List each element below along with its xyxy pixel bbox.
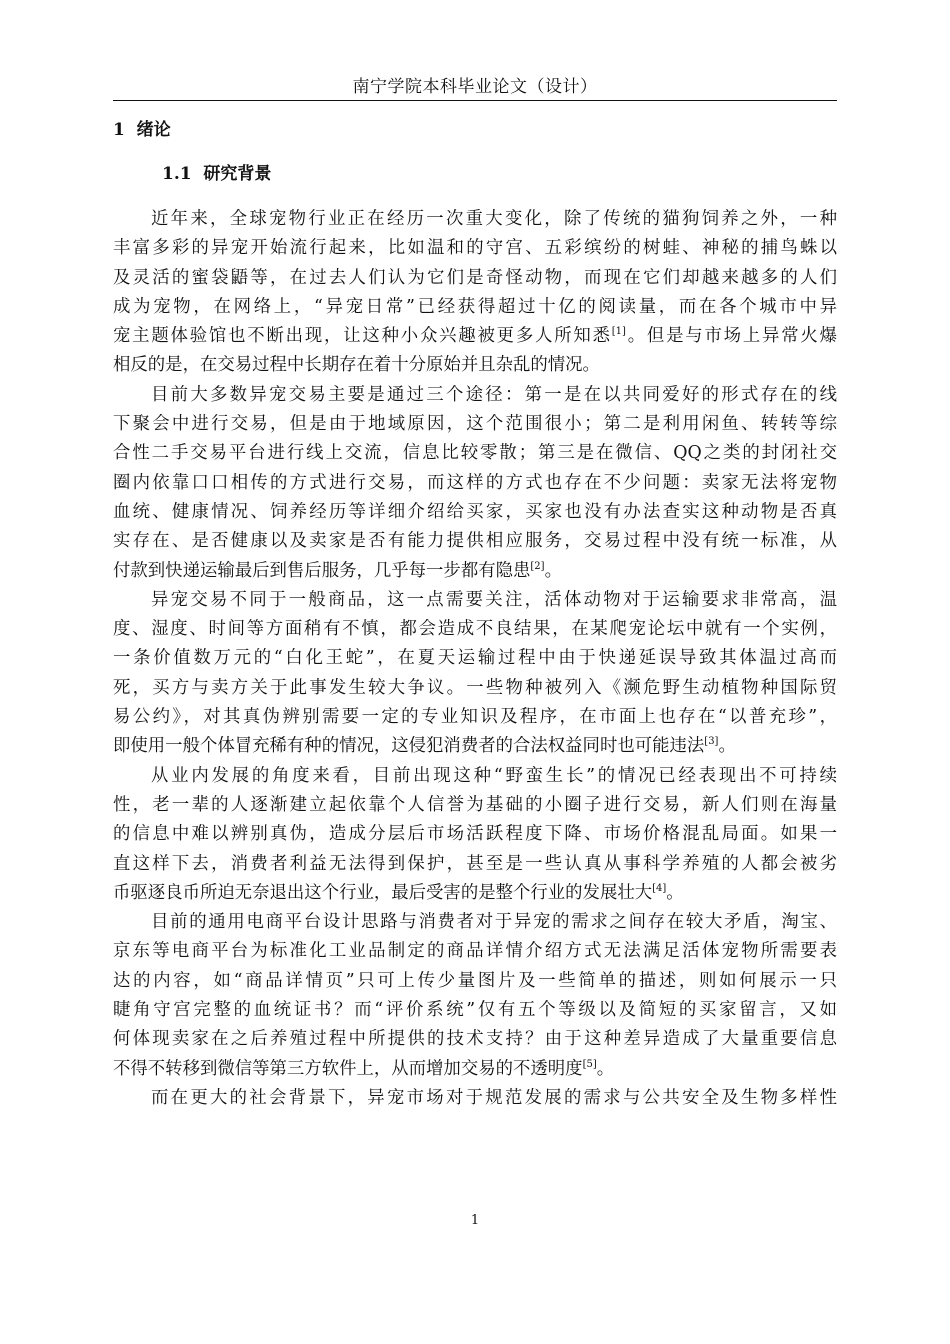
- paragraph-line: 死，买方与卖方关于此事发生较大争议。一些物种被列入《濒危野生动植物种国际贸: [113, 677, 837, 698]
- paragraph-text: 。: [666, 882, 684, 903]
- paragraph-line: 异宠交易不同于一般商品，这一点需要关注，活体动物对于运输要求非常高，温: [151, 589, 837, 610]
- paragraph-line: 相反的是，在交易过程中长期存在着十分原始并且杂乱的情况。: [113, 355, 600, 376]
- paragraph-line: 及灵活的蜜袋鼯等，在过去人们认为它们是奇怪动物，而现在它们却越来越多的人们: [113, 267, 837, 288]
- paragraph-line: 易公约》，对其真伪辨别需要一定的专业知识及程序，在市面上也存在“以普充珍”，: [113, 707, 837, 728]
- paragraph-line: [113, 557, 837, 586]
- paragraph-line: 血统、健康情况、饲养经历等详细介绍给买家，买家也没有办法查实这种动物是否真: [113, 501, 837, 522]
- paragraph-line: 目前的通用电商平台设计思路与消费者对于异宠的需求之间存在较大矛盾，淘宝、: [151, 912, 837, 933]
- paragraph-4: [113, 762, 837, 908]
- paragraph-line: 的信息中难以辨别真伪，造成分层后市场活跃程度下降、市场价格混乱局面。如果一: [113, 824, 837, 845]
- paragraph-text: 。: [596, 1058, 615, 1079]
- paragraph-5: [113, 908, 837, 1084]
- paragraph-line: 下聚会中进行交易，但是由于地域原因，这个范围很小；第二是利用闲鱼、转转等综: [113, 414, 837, 435]
- paragraph-text: 付款到快递运输最后到售后服务，几乎每一步都有隐患: [113, 560, 531, 581]
- paragraph-3: [113, 586, 837, 762]
- paragraph-line: 合性二手交易平台进行线上交流，信息比较零散；第三是在微信、QQ之类的封闭社交: [113, 443, 837, 464]
- paragraph-1: [113, 205, 837, 381]
- paragraph-line: 丰富多彩的异宠开始流行起来，比如温和的守宫、五彩缤纷的树蛙、神秘的捕鸟蛛以: [113, 238, 837, 259]
- paragraph-line: [113, 879, 837, 908]
- section-heading: 1.1 研究背景: [162, 164, 272, 184]
- paragraph-line: 何体现卖家在之后养殖过程中所提供的技术支持？由于这种差异造成了大量重要信息: [113, 1029, 837, 1050]
- paragraph-line: [113, 322, 837, 351]
- paragraph-line: 从业内发展的角度来看，目前出现这种“野蛮生长”的情况已经表现出不可持续: [151, 765, 837, 786]
- paragraph-line: 京东等电商平台为标准化工业品制定的商品详情介绍方式无法满足活体宠物所需要表: [113, 941, 837, 962]
- page-number: 1: [470, 1213, 480, 1228]
- paragraph-6: [113, 1084, 837, 1113]
- paragraph-line: 一条价值数万元的“白化王蛇”，在夏天运输过程中由于快递延误导致其体温过高而: [113, 648, 837, 669]
- paragraph-text: 宠主题体验馆也不断出现，让这种小众兴趣被更多人所知悉: [113, 326, 612, 347]
- paragraph-line: 性，老一辈的人逐渐建立起依靠个人信誉为基础的小圈子进行交易，新人们则在海量: [113, 794, 837, 815]
- paragraph-text: 不得不转移到微信等第三方软件上，从而增加交易的不透明度: [113, 1058, 583, 1079]
- paragraph-text: 即使用一般个体冒充稀有种的情况，这侵犯消费者的合法权益同时也可能违法: [113, 736, 705, 757]
- citation-marker: [2]: [530, 560, 545, 572]
- paragraph-line: 达的内容，如“商品详情页”只可上传少量图片及一些简单的描述，则如何展示一只: [113, 970, 837, 991]
- header-rule: [113, 100, 837, 101]
- chapter-heading: 1 绪论: [113, 120, 171, 140]
- page-header-title: 南宁学院本科毕业论文（设计）: [352, 77, 598, 97]
- paragraph-line: 圈内依靠口口相传的方式进行交易，而这样的方式也存在不少问题：卖家无法将宠物: [113, 472, 837, 493]
- paragraph-2: [113, 381, 837, 586]
- paragraph-line: 实存在、是否健康以及卖家是否有能力提供相应服务，交易过程中没有统一标准，从: [113, 531, 837, 552]
- paragraph-line: 而在更大的社会背景下，异宠市场对于规范发展的需求与公共安全及生物多样性: [151, 1087, 837, 1108]
- paragraph-line: 成为宠物，在网络上，“异宠日常”已经获得超过十亿的阅读量，而在各个城市中异: [113, 296, 837, 317]
- paragraph-line: 直这样下去，消费者利益无法得到保护，甚至是一些认真从事科学养殖的人都会被劣: [113, 853, 837, 874]
- citation-marker: [3]: [704, 736, 719, 748]
- paragraph-line: [113, 732, 837, 761]
- paragraph-text: 币驱逐良币所迫无奈退出这个行业，最后受害的是整个行业的发展壮大: [113, 882, 653, 903]
- paragraph-line: 近年来，全球宠物行业正在经历一次重大变化，除了传统的猫狗饲养之外，一种: [151, 209, 837, 229]
- paragraph-text: 。但是与市场上异常火爆: [625, 326, 837, 347]
- paragraph-line: 目前大多数异宠交易主要是通过三个途径：第一是在以共同爱好的形式存在的线: [151, 384, 837, 405]
- paragraph-text: 。: [718, 736, 736, 757]
- citation-marker: [4]: [652, 882, 667, 894]
- citation-marker: [5]: [582, 1058, 597, 1070]
- paragraph-text: 。: [544, 560, 562, 581]
- paragraph-line: 睫角守宫完整的血统证书？而“评价系统”仅有五个等级以及简短的买家留言，又如: [113, 1000, 837, 1021]
- paragraph-line: [113, 1055, 837, 1084]
- body-text: [113, 205, 837, 1113]
- citation-marker: [1]: [611, 326, 626, 338]
- paragraph-line: 度、湿度、时间等方面稍有不慎，都会造成不良结果，在某爬宠论坛中就有一个实例，: [113, 619, 837, 640]
